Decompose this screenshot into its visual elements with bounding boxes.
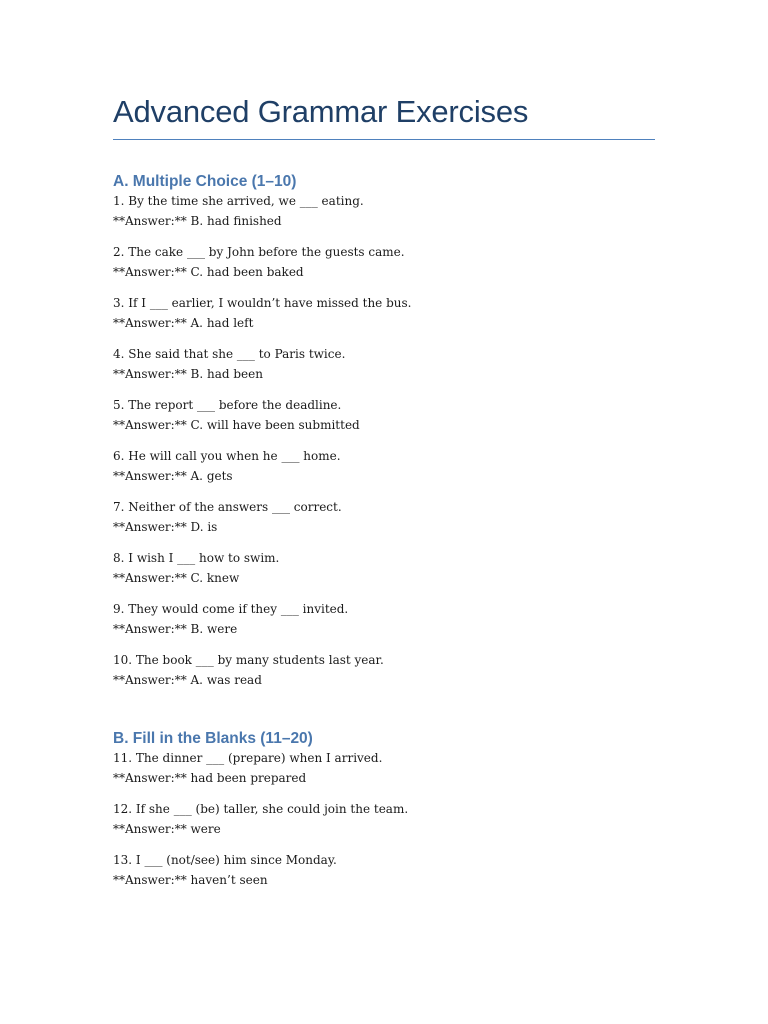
question-text: 8. I wish I ___ how to swim. bbox=[113, 551, 280, 565]
question-text: 12. If she ___ (be) taller, she could join the team. bbox=[113, 802, 409, 816]
section-heading: A. Multiple Choice (1–10) bbox=[113, 173, 297, 190]
question-text: 5. The report ___ before the deadline. bbox=[113, 398, 342, 412]
question-item bbox=[113, 396, 655, 435]
question-item bbox=[113, 447, 655, 486]
answer-text: **Answer:** C. will have been submitted bbox=[113, 417, 360, 432]
answer-text: **Answer:** A. had left bbox=[113, 315, 254, 330]
question-text: 1. By the time she arrived, we ___ eating. bbox=[113, 194, 364, 208]
answer-text: **Answer:** A. was read bbox=[113, 672, 262, 687]
question-text: 9. They would come if they ___ invited. bbox=[113, 602, 349, 616]
question-list bbox=[113, 192, 655, 690]
answer-text: **Answer:** haven’t seen bbox=[113, 872, 268, 887]
title-underline-divider bbox=[113, 139, 655, 140]
answer-text: **Answer:** had been prepared bbox=[113, 770, 307, 785]
question-item bbox=[113, 345, 655, 384]
section-fill-in-the-blanks bbox=[113, 729, 655, 902]
question-item bbox=[113, 749, 655, 788]
answer-text: **Answer:** D. is bbox=[113, 519, 218, 534]
question-item bbox=[113, 498, 655, 537]
answer-text: **Answer:** B. were bbox=[113, 621, 238, 636]
answer-text: **Answer:** C. had been baked bbox=[113, 264, 304, 279]
answer-text: **Answer:** B. had been bbox=[113, 366, 263, 381]
answer-text: **Answer:** were bbox=[113, 821, 221, 836]
answer-text: **Answer:** C. knew bbox=[113, 570, 240, 585]
question-text: 3. If I ___ earlier, I wouldn’t have missed the bus. bbox=[113, 296, 412, 310]
question-text: 4. She said that she ___ to Paris twice. bbox=[113, 347, 346, 361]
question-item bbox=[113, 800, 655, 839]
section-multiple-choice bbox=[113, 172, 655, 702]
question-item bbox=[113, 294, 655, 333]
question-item bbox=[113, 651, 655, 690]
question-text: 10. The book ___ by many students last year. bbox=[113, 653, 384, 667]
section-heading: B. Fill in the Blanks (11–20) bbox=[113, 730, 313, 747]
question-list bbox=[113, 749, 655, 890]
answer-text: **Answer:** A. gets bbox=[113, 468, 233, 483]
question-item bbox=[113, 243, 655, 282]
question-text: 6. He will call you when he ___ home. bbox=[113, 449, 341, 463]
question-text: 2. The cake ___ by John before the guests came. bbox=[113, 245, 405, 259]
answer-text: **Answer:** B. had finished bbox=[113, 213, 282, 228]
question-item bbox=[113, 549, 655, 588]
question-text: 11. The dinner ___ (prepare) when I arrived. bbox=[113, 751, 383, 765]
question-item bbox=[113, 600, 655, 639]
question-text: 7. Neither of the answers ___ correct. bbox=[113, 500, 342, 514]
question-item bbox=[113, 192, 655, 231]
page-title: Advanced Grammar Exercises bbox=[113, 94, 529, 129]
question-text: 13. I ___ (not/see) him since Monday. bbox=[113, 853, 337, 867]
question-item bbox=[113, 851, 655, 890]
